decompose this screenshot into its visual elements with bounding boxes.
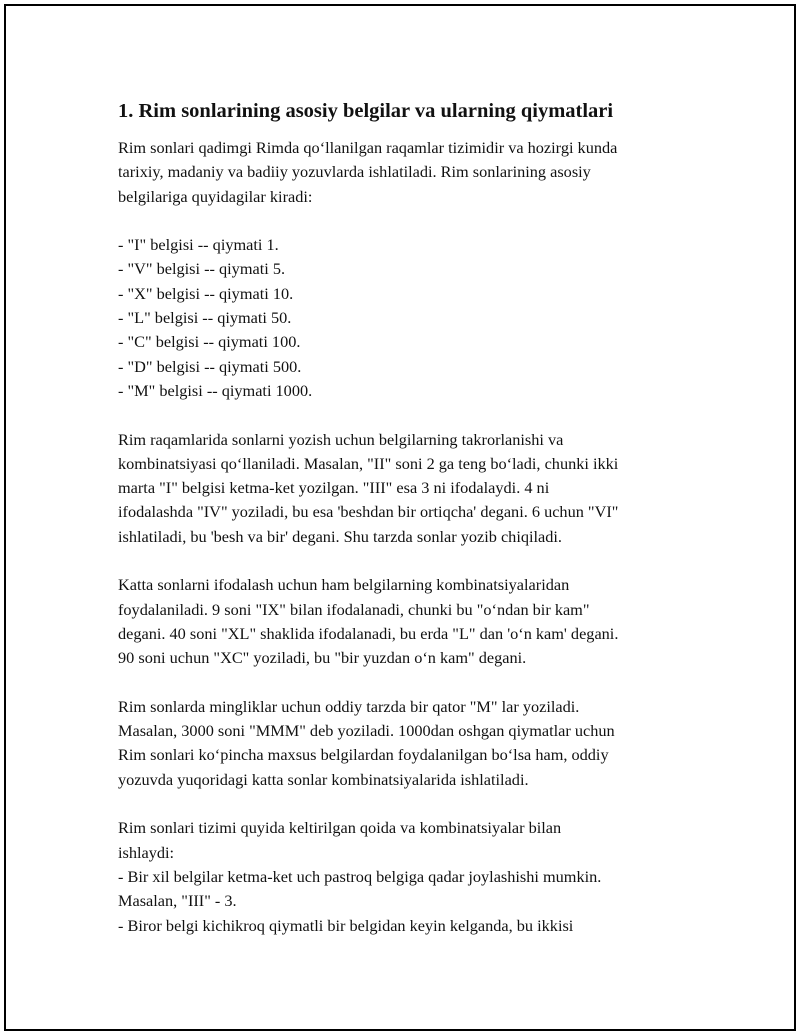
list-item: - "X" belgisi -- qiymati 10. [118, 283, 294, 303]
text-line: Masalan, 3000 soni "MMM" deb yoziladi. 1000dan oshgan qiymatlar uchun [118, 721, 615, 741]
list-item: - "L" belgisi -- qiymati 50. [118, 308, 292, 328]
text-line: tarixiy, madaniy va badiiy yozuvlarda ishlatiladi. Rim sonlarining asosiy [118, 162, 591, 182]
text-line: yozuvda yuqoridagi katta sonlar kombinatsiyalarida ishlatiladi. [118, 769, 529, 789]
text-line: 90 soni uchun "XC" yoziladi, bu "bir yuzdan o‘n kam" degani. [118, 648, 527, 668]
text-line: Rim raqamlarida sonlarni yozish uchun belgilarning takrorlanishi va [118, 429, 564, 449]
text-line: marta "I" belgisi ketma-ket yozilgan. "III" esa 3 ni ifodalaydi. 4 ni [118, 478, 550, 498]
paragraph-gap [118, 403, 708, 427]
document-body [118, 98, 708, 938]
text-line: belgilariga quyidagilar kiradi: [118, 186, 313, 206]
symbol-list [118, 233, 708, 403]
text-line: Rim sonlari qadimgi Rimda qo‘llanilgan raqamlar tizimidir va hozirgi kunda [118, 138, 618, 157]
text-line: - Bir xil belgilar ketma-ket uch pastroq belgiga qadar joylashishi mumkin. [118, 866, 602, 886]
text-line: degani. 40 soni "XL" shaklida ifodalanadi, bu erda "L" dan 'o‘n kam' degani. [118, 623, 619, 643]
text-line: ishlatiladi, bu 'besh va bir' degani. Shu tarzda sonlar yozib chiqiladi. [118, 526, 562, 546]
thousands-paragraph [118, 695, 708, 792]
list-item: - "I" belgisi -- qiymati 1. [118, 235, 279, 255]
paragraph-gap [118, 549, 708, 573]
text-line: Katta sonlarni ifodalash uchun ham belgilarning kombinatsiyalaridan [118, 575, 570, 595]
text-line: Rim sonlarda mingliklar uchun oddiy tarzda bir qator "M" lar yoziladi. [118, 696, 580, 716]
page-frame [4, 4, 796, 1031]
paragraph-gap [118, 792, 708, 816]
list-item: - "V" belgisi -- qiymati 5. [118, 259, 286, 279]
paragraph-gap [118, 671, 708, 695]
text-line: ifodalashda "IV" yoziladi, bu esa 'beshdan bir ortiqcha' degani. 6 uchun "VI" [118, 502, 619, 522]
paragraph-gap [118, 209, 708, 233]
text-line: foydalaniladi. 9 soni "IX" bilan ifodalanadi, chunki bu "o‘ndan bir kam" [118, 599, 590, 619]
text-line: - Biror belgi kichikroq qiymatli bir belgidan keyin kelganda, bu ikkisi [118, 915, 574, 935]
combination-paragraph [118, 428, 708, 549]
text-line: Rim sonlari tizimi quyida keltirilgan qoida va kombinatsiyalar bilan [118, 818, 562, 838]
document-title: 1. Rim sonlarining asosiy belgilar va ularning qiymatlari [118, 100, 614, 122]
large-numbers-paragraph [118, 573, 708, 670]
text-line: Masalan, "III" - 3. [118, 891, 237, 911]
text-line: kombinatsiyasi qo‘llaniladi. Masalan, "II" soni 2 ga teng bo‘ladi, chunki ikki [118, 453, 619, 473]
list-item: - "D" belgisi -- qiymati 500. [118, 356, 302, 376]
rules-paragraph [118, 816, 708, 937]
text-line: ishlaydi: [118, 842, 175, 862]
list-item: - "C" belgisi -- qiymati 100. [118, 332, 301, 352]
list-item: - "M" belgisi -- qiymati 1000. [118, 380, 313, 400]
intro-paragraph [118, 136, 708, 209]
text-line: Rim sonlari ko‘pincha maxsus belgilardan foydalanilgan bo‘lsa ham, oddiy [118, 745, 609, 765]
